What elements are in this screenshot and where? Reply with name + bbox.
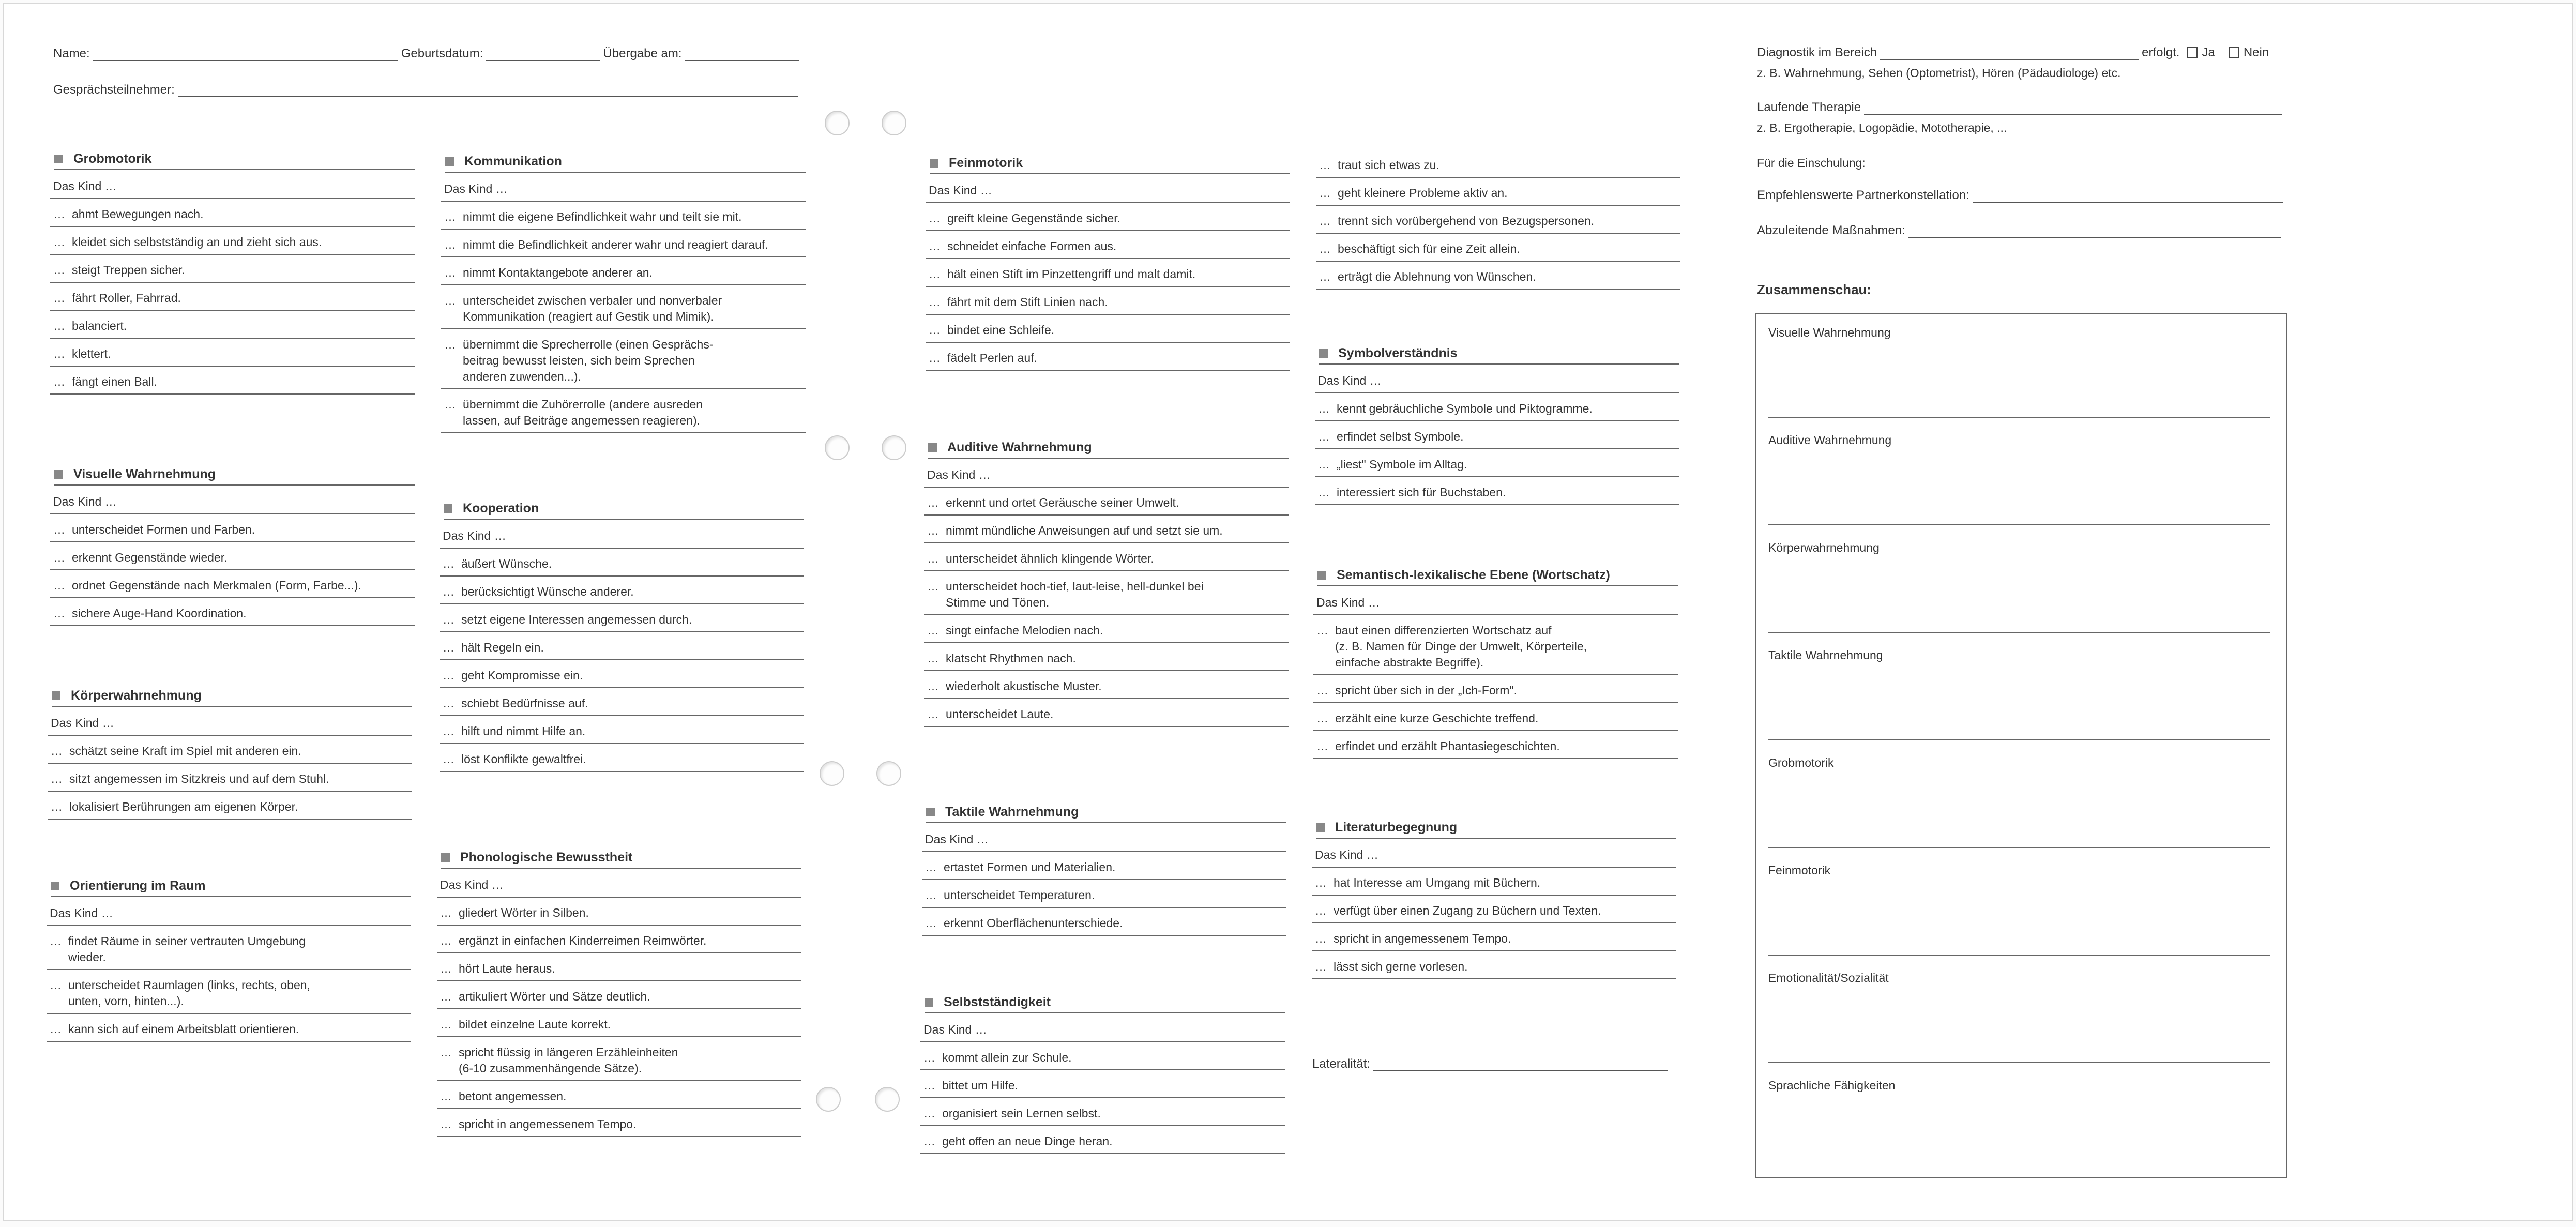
binder-hole bbox=[825, 435, 850, 460]
checklist-row[interactable]: … unterscheidet hoch-tief, laut-leise, hell-dunkel bei Stimme und Tönen. bbox=[924, 571, 1289, 615]
section-grobmotorik bbox=[50, 148, 415, 395]
checklist-row[interactable]: … ahmt Bewegungen nach. bbox=[50, 199, 415, 227]
checklist-row[interactable]: … spricht in angemessenem Tempo. bbox=[1312, 923, 1676, 951]
section-intro: Das Kind … bbox=[437, 869, 801, 898]
checklist-row[interactable]: … geht offen an neue Dinge heran. bbox=[920, 1126, 1285, 1154]
diagnostics-example: z. B. Wahrnehmung, Sehen (Optometrist), Hören (Pädaudiologe) etc. bbox=[1757, 66, 2121, 80]
section-title: Grobmotorik bbox=[54, 148, 415, 170]
summary-field-visual[interactable]: Visuelle Wahrnehmung bbox=[1768, 326, 2270, 418]
measures-field[interactable] bbox=[1908, 222, 2281, 238]
summary-heading bbox=[1757, 279, 1871, 300]
checklist-row[interactable]: … artikuliert Wörter und Sätze deutlich. bbox=[437, 981, 801, 1009]
checklist-row[interactable]: … trennt sich vorübergehend von Bezugspersonen. bbox=[1316, 206, 1680, 234]
section-taktile-wahrnehmung bbox=[922, 801, 1286, 936]
checklist-row[interactable]: … singt einfache Melodien nach. bbox=[924, 615, 1289, 643]
checklist-row[interactable]: … kleidet sich selbstständig an und zieht sich aus. bbox=[50, 227, 415, 255]
checklist-row[interactable]: … übernimmt die Zuhörerrolle (andere ausreden lassen, auf Beiträge angemessen reagieren). bbox=[441, 389, 806, 433]
section-kommunikation bbox=[441, 151, 806, 433]
summary-box bbox=[1755, 313, 2287, 1178]
checklist-row[interactable]: … „liest" Symbole im Alltag. bbox=[1315, 449, 1679, 477]
section-wortschatz bbox=[1313, 565, 1678, 759]
diagnostics-label: Diagnostik im Bereich bbox=[1757, 46, 1877, 59]
participants-label: Gesprächsteilnehmer: bbox=[53, 83, 175, 97]
checklist-row[interactable]: … sichere Auge-Hand Koordination. bbox=[50, 598, 415, 626]
checklist-row[interactable]: … gliedert Wörter in Silben. bbox=[437, 898, 801, 926]
section-intro: Das Kind … bbox=[1315, 365, 1679, 393]
checklist-row[interactable]: … äußert Wünsche. bbox=[440, 549, 804, 577]
binder-hole bbox=[875, 1087, 900, 1112]
checklist-row[interactable]: … unterscheidet zwischen verbaler und nonverbaler Kommunikation (reagiert auf Gestik und Mimik). bbox=[441, 285, 806, 329]
birth-label: Geburtsdatum: bbox=[401, 47, 483, 60]
yes-label: Ja bbox=[2202, 46, 2215, 59]
checklist-row[interactable]: … balanciert. bbox=[50, 311, 415, 339]
checklist-row[interactable]: … spricht in angemessenem Tempo. bbox=[437, 1109, 801, 1137]
done-label: erfolgt. bbox=[2142, 46, 2180, 59]
section-intro: Das Kind … bbox=[920, 1013, 1285, 1042]
checklist-row[interactable]: … hört Laute heraus. bbox=[437, 953, 801, 981]
checklist-row[interactable]: … betont angemessen. bbox=[437, 1081, 801, 1109]
section-intro: Das Kind … bbox=[1313, 586, 1678, 615]
section-intro: Das Kind … bbox=[922, 823, 1286, 852]
section-title: Orientierung im Raum bbox=[51, 875, 411, 897]
yes-checkbox[interactable] bbox=[2187, 47, 2198, 58]
summary-field-auditory[interactable]: Auditive Wahrnehmung bbox=[1768, 433, 2270, 525]
no-checkbox[interactable] bbox=[2229, 47, 2239, 58]
section-title: Phonologische Bewusstheit bbox=[441, 847, 801, 869]
summary-title: Zusammenschau: bbox=[1757, 281, 1872, 297]
section-title: Symbolverständnis bbox=[1319, 343, 1679, 365]
section-intro: Das Kind … bbox=[50, 170, 415, 199]
summary-field-language[interactable]: Sprachliche Fähigkeiten bbox=[1768, 1079, 1896, 1092]
checklist-row[interactable]: … schätzt seine Kraft im Spiel mit anderen ein. bbox=[48, 736, 412, 764]
summary-field-gross-motor[interactable]: Grobmotorik bbox=[1768, 756, 2270, 848]
laterality-row bbox=[1312, 1056, 1671, 1071]
checklist-row[interactable]: … nimmt mündliche Anweisungen auf und setzt sie um. bbox=[924, 516, 1289, 543]
section-title: Visuelle Wahrnehmung bbox=[54, 464, 415, 486]
checklist-row[interactable]: … bildet einzelne Laute korrekt. bbox=[437, 1009, 801, 1037]
participants-field[interactable] bbox=[178, 82, 798, 97]
partner-row bbox=[1757, 187, 2286, 203]
checklist-row[interactable]: … hilft und nimmt Hilfe an. bbox=[440, 716, 804, 744]
name-label: Name: bbox=[53, 47, 90, 60]
checklist-row[interactable]: … unterscheidet Laute. bbox=[924, 699, 1289, 727]
no-label: Nein bbox=[2243, 46, 2269, 59]
checklist-row[interactable]: … sitzt angemessen im Sitzkreis und auf dem Stuhl. bbox=[48, 764, 412, 792]
section-intro: Das Kind … bbox=[926, 174, 1290, 203]
checklist-row[interactable]: … kennt gebräuchliche Symbole und Piktogramme. bbox=[1315, 393, 1679, 421]
measures-row bbox=[1757, 222, 2284, 238]
checklist-row[interactable]: … übernimmt die Sprecherrolle (einen Gesprächs- beitrag bewusst leisten, sich beim Sprechen anderen zuwenden...). bbox=[441, 329, 806, 389]
checklist-row[interactable]: … geht kleinere Probleme aktiv an. bbox=[1316, 178, 1680, 206]
laterality-field[interactable] bbox=[1373, 1056, 1668, 1071]
participants-row bbox=[53, 82, 801, 97]
section-intro: Das Kind … bbox=[48, 707, 412, 736]
section-title: Auditive Wahrnehmung bbox=[928, 437, 1289, 459]
checklist-row[interactable]: … ertastet Formen und Materialien. bbox=[922, 852, 1286, 880]
section-selbststaendigkeit bbox=[920, 992, 1285, 1154]
section-title: Semantisch-lexikalische Ebene (Wortschatz) bbox=[1317, 565, 1678, 586]
binder-hole bbox=[882, 435, 906, 460]
school-label: Für die Einschulung: bbox=[1757, 156, 1866, 170]
birthdate-field[interactable] bbox=[486, 46, 600, 61]
binder-hole bbox=[816, 1087, 841, 1112]
checklist-row[interactable]: … erzählt eine kurze Geschichte treffend. bbox=[1313, 703, 1678, 731]
checklist-row[interactable]: … erkennt Gegenstände wieder. bbox=[50, 542, 415, 570]
section-feinmotorik bbox=[926, 153, 1290, 371]
summary-field-body[interactable]: Körperwahrnehmung bbox=[1768, 541, 2270, 633]
therapy-label: Laufende Therapie bbox=[1757, 100, 1861, 114]
name-field[interactable] bbox=[93, 46, 398, 61]
checklist-row[interactable]: … hält Regeln ein. bbox=[440, 632, 804, 660]
checklist-row[interactable]: … bittet um Hilfe. bbox=[920, 1070, 1285, 1098]
checklist-row[interactable]: … unterscheidet ähnlich klingende Wörter. bbox=[924, 543, 1289, 571]
checklist-row[interactable]: … löst Konflikte gewaltfrei. bbox=[440, 744, 804, 772]
checklist-row[interactable]: … fängt einen Ball. bbox=[50, 367, 415, 395]
laterality-label: Lateralität: bbox=[1312, 1057, 1371, 1071]
checklist-row[interactable]: … unterscheidet Formen und Farben. bbox=[50, 514, 415, 542]
checklist-row[interactable]: … wiederholt akustische Muster. bbox=[924, 671, 1289, 699]
checklist-row[interactable]: … fährt Roller, Fahrrad. bbox=[50, 283, 415, 311]
section-emotionalitaet-continued bbox=[1316, 150, 1680, 290]
section-intro: Das Kind … bbox=[440, 520, 804, 549]
section-title: Kooperation bbox=[444, 498, 804, 520]
checklist-row[interactable]: … erkennt Oberflächenunterschiede. bbox=[922, 908, 1286, 936]
binder-hole bbox=[876, 761, 901, 786]
section-kooperation bbox=[440, 498, 804, 772]
checklist-row[interactable]: … kommt allein zur Schule. bbox=[920, 1042, 1285, 1070]
section-symbolverstaendnis bbox=[1315, 343, 1679, 505]
checklist-row[interactable]: … spricht über sich in der „Ich-Form". bbox=[1313, 675, 1678, 703]
section-intro: Das Kind … bbox=[1312, 839, 1676, 868]
checklist-row[interactable]: … klatscht Rhythmen nach. bbox=[924, 643, 1289, 671]
checklist-row[interactable]: … bindet eine Schleife. bbox=[926, 315, 1290, 343]
therapy-example: z. B. Ergotherapie, Logopädie, Mototherapie, ... bbox=[1757, 121, 2007, 134]
checklist-row[interactable]: … verfügt über einen Zugang zu Büchern und Texten. bbox=[1312, 896, 1676, 923]
checklist-row[interactable]: … schiebt Bedürfnisse auf. bbox=[440, 688, 804, 716]
section-intro: Das Kind … bbox=[924, 459, 1289, 488]
checklist-row[interactable]: … lässt sich gerne vorlesen. bbox=[1312, 951, 1676, 979]
checklist-row[interactable]: … klettert. bbox=[50, 339, 415, 367]
checklist-row[interactable]: … ergänzt in einfachen Kinderreimen Reimwörter. bbox=[437, 926, 801, 953]
checklist-row[interactable]: … nimmt die Befindlichkeit anderer wahr und reagiert darauf. bbox=[441, 230, 806, 257]
checklist-row[interactable]: … traut sich etwas zu. bbox=[1316, 150, 1680, 178]
section-visuelle-wahrnehmung bbox=[50, 464, 415, 626]
section-phonologische-bewusstheit bbox=[437, 847, 801, 1137]
checklist-row[interactable]: … erfindet selbst Symbole. bbox=[1315, 421, 1679, 449]
checklist-row[interactable]: … kann sich auf einem Arbeitsblatt orientieren. bbox=[47, 1014, 411, 1042]
checklist-row[interactable]: … ordnet Gegenstände nach Merkmalen (Form, Farbe...). bbox=[50, 570, 415, 598]
measures-label: Abzuleitende Maßnahmen: bbox=[1757, 223, 1905, 237]
partner-field[interactable] bbox=[1973, 187, 2283, 203]
handover-label: Übergabe am: bbox=[603, 47, 682, 60]
section-title: Selbstständigkeit bbox=[925, 992, 1285, 1013]
checklist-row[interactable]: … greift kleine Gegenstände sicher. bbox=[926, 203, 1290, 231]
partner-label: Empfehlenswerte Partnerkonstellation: bbox=[1757, 188, 1969, 202]
therapy-field[interactable] bbox=[1864, 99, 2282, 115]
summary-field-fine-motor[interactable]: Feinmotorik bbox=[1768, 864, 2270, 956]
section-orientierung-raum bbox=[47, 875, 411, 1042]
section-intro: Das Kind … bbox=[50, 486, 415, 514]
section-title: Körperwahrnehmung bbox=[52, 685, 412, 707]
summary-field-tactile[interactable]: Taktile Wahrnehmung bbox=[1768, 648, 2270, 740]
summary-field-emotional-social[interactable]: Emotionalität/Sozialität bbox=[1768, 971, 2270, 1063]
section-literaturbegegnung bbox=[1312, 817, 1676, 979]
checklist-row[interactable]: … erfindet und erzählt Phantasiegeschichten. bbox=[1313, 731, 1678, 759]
checklist-row[interactable]: … nimmt die eigene Befindlichkeit wahr und teilt sie mit. bbox=[441, 202, 806, 230]
section-intro: Das Kind … bbox=[47, 897, 411, 926]
checklist-row[interactable]: … unterscheidet Raumlagen (links, rechts, oben, unten, vorn, hinten...). bbox=[47, 970, 411, 1014]
checklist-row[interactable]: … schneidet einfache Formen aus. bbox=[926, 231, 1290, 259]
binder-hole bbox=[882, 111, 906, 135]
section-intro: Das Kind … bbox=[441, 173, 806, 202]
checklist-row[interactable]: … geht Kompromisse ein. bbox=[440, 660, 804, 688]
checklist-row[interactable]: … baut einen differenzierten Wortschatz auf (z. B. Namen für Dinge der Umwelt, Körperteile, einfache abstrakte Begriffe). bbox=[1313, 615, 1678, 675]
checklist-row[interactable]: … erträgt die Ablehnung von Wünschen. bbox=[1316, 262, 1680, 290]
handover-date-field[interactable] bbox=[685, 46, 799, 61]
checklist-row[interactable]: … fädelt Perlen auf. bbox=[926, 343, 1290, 371]
binder-hole bbox=[820, 761, 844, 786]
checklist-row[interactable]: … interessiert sich für Buchstaben. bbox=[1315, 477, 1679, 505]
checklist-row[interactable]: … beschäftigt sich für eine Zeit allein. bbox=[1316, 234, 1680, 262]
section-title: Taktile Wahrnehmung bbox=[926, 801, 1286, 823]
checklist-row[interactable]: … fährt mit dem Stift Linien nach. bbox=[926, 287, 1290, 315]
checklist-row[interactable]: … unterscheidet Temperaturen. bbox=[922, 880, 1286, 908]
binder-hole bbox=[825, 111, 850, 135]
section-title: Literaturbegegnung bbox=[1316, 817, 1676, 839]
checklist-row[interactable]: … setzt eigene Interessen angemessen durch. bbox=[440, 604, 804, 632]
section-title: Kommunikation bbox=[445, 151, 806, 173]
checklist-row[interactable]: … findet Räume in seiner vertrauten Umgebung wieder. bbox=[47, 926, 411, 970]
checklist-row[interactable]: … organisiert sein Lernen selbst. bbox=[920, 1098, 1285, 1126]
checklist-row[interactable]: … steigt Treppen sicher. bbox=[50, 255, 415, 283]
therapy-row bbox=[1757, 99, 2285, 115]
header-row bbox=[53, 46, 802, 61]
section-koerperwahrnehmung bbox=[48, 685, 412, 820]
section-auditive-wahrnehmung bbox=[924, 437, 1289, 727]
checklist-row[interactable]: … spricht flüssig in längeren Erzähleinheiten (6-10 zusammenhängende Sätze). bbox=[437, 1037, 801, 1081]
checklist-row[interactable]: … erkennt und ortet Geräusche seiner Umwelt. bbox=[924, 488, 1289, 516]
diagnostics-field[interactable] bbox=[1880, 44, 2139, 60]
checklist-row[interactable]: … nimmt Kontaktangebote anderer an. bbox=[441, 257, 806, 285]
checklist-row[interactable]: … berücksichtigt Wünsche anderer. bbox=[440, 577, 804, 604]
checklist-row[interactable]: … hat Interesse am Umgang mit Büchern. bbox=[1312, 868, 1676, 896]
section-title: Feinmotorik bbox=[930, 153, 1290, 174]
checklist-row[interactable]: … hält einen Stift im Pinzettengriff und malt damit. bbox=[926, 259, 1290, 287]
checklist-row[interactable]: … lokalisiert Berührungen am eigenen Körper. bbox=[48, 792, 412, 820]
diagnostics-row bbox=[1757, 44, 2269, 60]
